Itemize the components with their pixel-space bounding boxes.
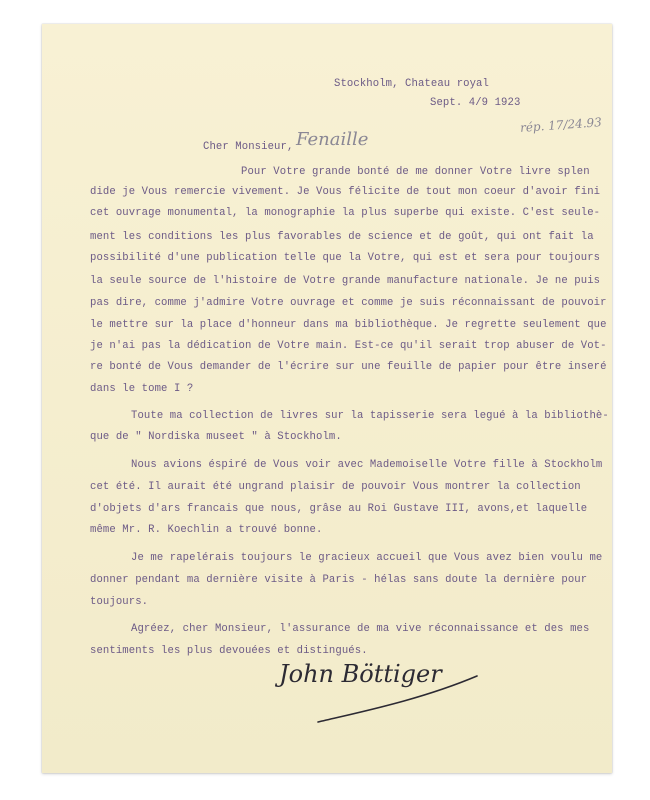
body-line: Toute ma collection de livres sur la tapisserie sera legué à la bibliothè- [131, 410, 609, 422]
body-line: ment les conditions les plus favorables de science et de goût, qui ont fait la [90, 231, 594, 243]
letter-date: Sept. 4/9 1923 [430, 97, 521, 109]
letter-place: Stockholm, Chateau royal [334, 78, 489, 90]
letter-salutation: Cher Monsieur, [203, 141, 294, 153]
body-line: cet ouvrage monumental, la monographie la plus superbe qui existe. C'est seule- [90, 207, 601, 219]
body-line: Nous avions éspiré de Vous voir avec Mademoiselle Votre fille à Stockholm [131, 459, 603, 471]
body-line: donner pendant ma dernière visite à Paris - hélas sans doute la dernière pour [90, 574, 588, 586]
body-line: sentiments les plus devouées et distingués. [90, 645, 368, 657]
body-line: dans le tome I ? [90, 383, 194, 395]
body-line: même Mr. R. Koechlin a trouvé bonne. [90, 524, 323, 536]
body-line: Pour Votre grande bonté de me donner Votre livre splen [241, 166, 590, 178]
body-line: possibilité d'une publication telle que la Votre, qui est et sera pour toujours [90, 252, 601, 264]
body-line: cet été. Il aurait été ungrand plaisir de pouvoir Vous montrer la collection [90, 481, 581, 493]
body-line: pas dire, comme j'admire Votre ouvrage et comme je suis réconnaissant de pouvoir [90, 297, 607, 309]
body-line: Agréez, cher Monsieur, l'assurance de ma vive réconnaissance et des mes [131, 623, 590, 635]
body-line: la seule source de l'histoire de Votre grande manufacture nationale. Je ne puis [90, 275, 601, 287]
body-line: re bonté de Vous demander de l'écrire sur une feuille de papier pour être inseré [90, 361, 607, 373]
body-line: toujours. [90, 596, 149, 608]
body-line: Je me rapelérais toujours le gracieux accueil que Vous avez bien voulu me [131, 552, 603, 564]
body-line: dide je Vous remercie vivement. Je Vous félicite de tout mon coeur d'avoir fini [90, 186, 601, 198]
body-line: je n'ai pas la dédication de Votre main. Est-ce qu'il serait trop abuser de Vot- [90, 340, 607, 352]
margin-note: rép. 17/24.93 [519, 115, 603, 135]
body-line: d'objets d'ars francais que nous, grâse au Roi Gustave III, avons,et laquelle [90, 503, 588, 515]
body-line: le mettre sur la place d'honneur dans ma bibliothèque. Je regrette seulement que [90, 319, 607, 331]
recipient-name-handwritten: Fenaille [296, 129, 369, 150]
signature: John Böttiger [279, 660, 442, 688]
body-line: que de " Nordiska museet " à Stockholm. [90, 431, 342, 443]
